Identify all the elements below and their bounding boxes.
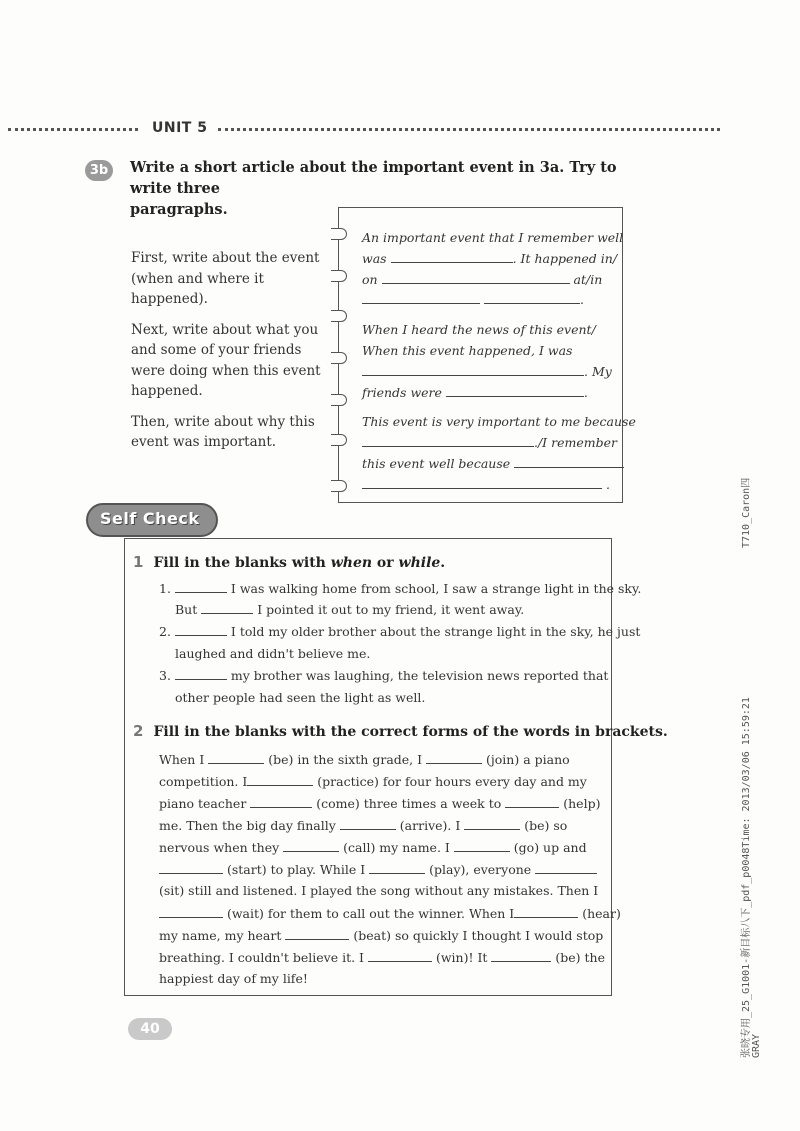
binder-ring-icon [331, 228, 347, 240]
q1-item-cont: But I pointed it out to my friend, it went away. [175, 602, 525, 617]
fill-blank[interactable] [505, 795, 559, 808]
fill-blank[interactable] [247, 773, 313, 786]
q2-line: competition. I (practice) for four hours every day and my [159, 774, 587, 789]
fill-blank[interactable] [362, 434, 534, 447]
fill-blank[interactable] [484, 291, 580, 304]
template-line: ./I remember [362, 434, 617, 450]
side-code-top: T710_Caron四 [741, 477, 752, 548]
binder-ring-icon [331, 394, 347, 406]
fill-blank[interactable] [368, 949, 432, 962]
fill-blank[interactable] [362, 363, 584, 376]
unit-label: UNIT 5 [146, 120, 213, 136]
template-line: was . It happened in/ [362, 251, 618, 266]
fill-blank[interactable] [175, 580, 227, 593]
binder-ring-icon [331, 352, 347, 364]
fill-blank[interactable] [514, 455, 624, 468]
q2-line: happiest day of my life! [159, 971, 308, 986]
self-check-title: Self Check [100, 509, 200, 528]
fill-blank[interactable] [208, 751, 264, 764]
q1-heading: 1 Fill in the blanks with when or while. [133, 553, 446, 571]
fill-blank[interactable] [491, 949, 551, 962]
template-line: . [362, 291, 584, 307]
fill-blank[interactable] [369, 861, 425, 874]
q2-line: my name, my heart (beat) so quickly I thought I would stop [159, 928, 604, 943]
fill-blank[interactable] [426, 751, 482, 764]
template-line: An important event that I remember well [362, 230, 624, 245]
instruction-line: paragraphs. [130, 201, 228, 218]
side-code-gray: GRAY [751, 1033, 762, 1058]
fill-blank[interactable] [391, 250, 513, 263]
binder-ring-icon [331, 270, 347, 282]
step-first: First, write about the event (when and where it happened). [131, 250, 320, 307]
fill-blank[interactable] [514, 905, 578, 918]
instruction-line: Write a short article about the important event in 3a. Try to write three [130, 159, 617, 197]
step-next: Next, write about what you and some of your friends were doing when this event happened. [131, 321, 321, 399]
template-line: . [362, 476, 610, 492]
fill-blank[interactable] [175, 667, 227, 680]
fill-blank[interactable] [283, 839, 339, 852]
dotted-rule-left [8, 128, 138, 131]
template-line: This event is very important to me because [362, 414, 636, 429]
template-line: this event well because [362, 455, 624, 471]
q2-heading: 2 Fill in the blanks with the correct forms of the words in brackets. [133, 722, 668, 740]
writing-template-box [338, 207, 636, 503]
side-code-bottom: 张晓专用_25_G1001-新目标八下_pdf_p0048Time: 2013/03/06 15:59:21 [741, 697, 752, 1058]
self-check-box [124, 538, 668, 996]
template-line: on at/in [362, 272, 603, 287]
fill-blank[interactable] [340, 817, 396, 830]
fill-blank[interactable] [285, 927, 349, 940]
q1-item: 2. I told my older brother about the strange light in the sky, he just [159, 624, 641, 639]
q2-number: 2 [133, 722, 144, 740]
fill-blank[interactable] [446, 384, 584, 397]
fill-blank[interactable] [454, 839, 510, 852]
unit-header [8, 120, 720, 140]
fill-blank[interactable] [175, 623, 227, 636]
fill-blank[interactable] [535, 861, 597, 874]
template-line: friends were . [362, 385, 588, 400]
q2-line: nervous when they (call) my name. I (go) up and [159, 840, 587, 855]
dotted-rule-right [218, 128, 720, 131]
q1-number: 1 [133, 553, 144, 571]
q1-item: 1. I was walking home from school, I saw a strange light in the sky. [159, 581, 642, 596]
fill-blank[interactable] [464, 817, 520, 830]
fill-blank[interactable] [382, 271, 570, 284]
template-line: When I heard the news of this event/ [362, 322, 596, 337]
q2-line: breathing. I couldn't believe it. I (win)! It (be) the [159, 950, 606, 965]
q1-item-cont: laughed and didn't believe me. [175, 646, 371, 661]
q1-item: 3. my brother was laughing, the television news reported that [159, 668, 609, 683]
page-number: 40 [128, 1018, 172, 1040]
binder-ring-icon [331, 434, 347, 446]
binder-ring-icon [331, 310, 347, 322]
q2-line: (sit) still and listened. I played the song without any mistakes. Then I [159, 883, 599, 898]
binder-ring-icon [331, 480, 347, 492]
fill-blank[interactable] [362, 476, 602, 489]
q1-item-cont: other people had seen the light as well. [175, 690, 426, 705]
fill-blank[interactable] [362, 291, 480, 304]
q2-line: (wait) for them to call out the winner. When I (hear) [159, 905, 621, 921]
q2-line: When I (be) in the sixth grade, I (join) a piano [159, 752, 570, 767]
writing-steps [131, 248, 321, 463]
template-line: When this event happened, I was [362, 343, 573, 358]
fill-blank[interactable] [201, 601, 253, 614]
q2-line: piano teacher (come) three times a week to (help) [159, 796, 601, 811]
q2-line: (start) to play. While I (play), everyone [159, 861, 597, 877]
fill-blank[interactable] [159, 861, 223, 874]
template-line: . My [362, 363, 612, 379]
fill-blank[interactable] [250, 795, 312, 808]
fill-blank[interactable] [159, 905, 223, 918]
q2-line: me. Then the big day finally (arrive). I (be) so [159, 818, 568, 833]
step-then: Then, write about why this event was important. [131, 413, 315, 450]
task-badge-3b: 3b [85, 160, 113, 181]
self-check-banner [86, 503, 226, 540]
